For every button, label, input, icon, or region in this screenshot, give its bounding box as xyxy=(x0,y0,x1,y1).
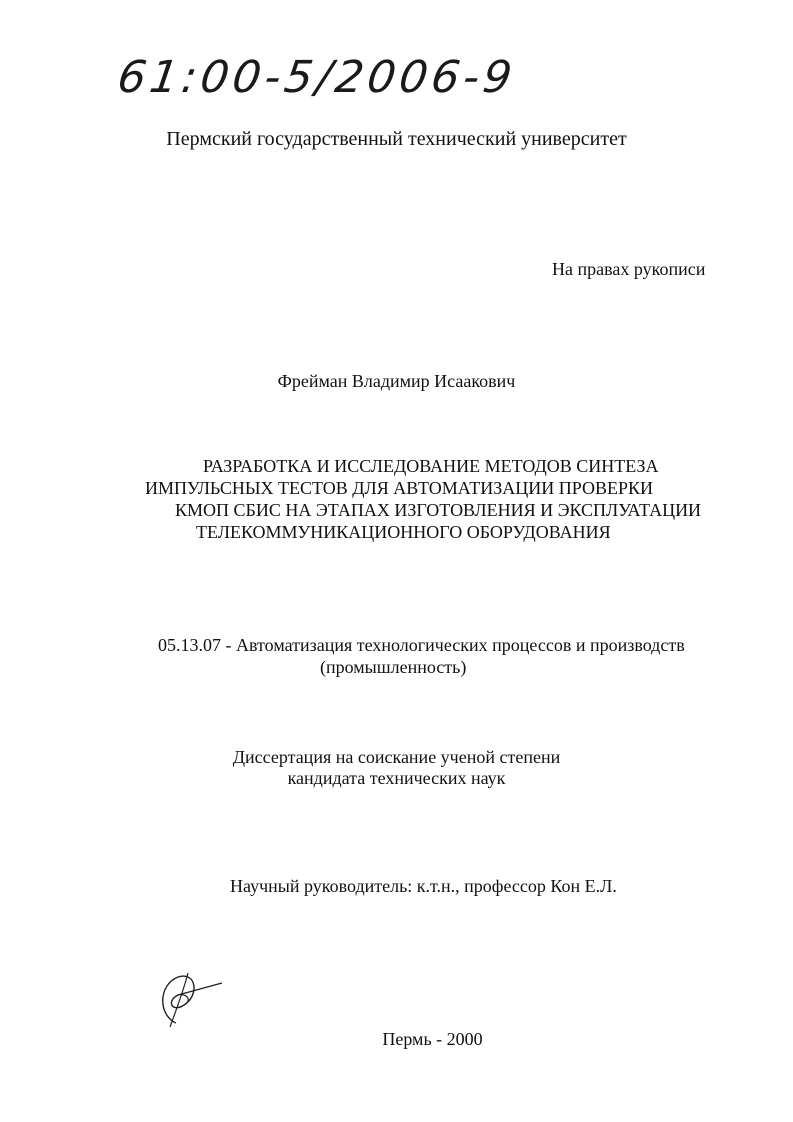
archive-mark-handwritten: 61:00-5/2006-9 xyxy=(114,52,519,103)
specialty-line-1: 05.13.07 - Автоматизация технологических процессов и производств xyxy=(158,635,685,655)
specialty-line-2: (промышленность) xyxy=(320,657,467,677)
author-name: Фрейман Владимир Исаакович xyxy=(277,371,516,391)
handwritten-signature xyxy=(148,965,238,1035)
title-line-2: ИМПУЛЬСНЫХ ТЕСТОВ ДЛЯ АВТОМАТИЗАЦИИ ПРОВЕРКИ xyxy=(145,478,653,498)
supervisor: Научный руководитель: к.т.н., профессор Кон Е.Л. xyxy=(230,876,617,896)
title-line-3: КМОП СБИС НА ЭТАПАХ ИЗГОТОВЛЕНИЯ И ЭКСПЛУАТАЦИИ xyxy=(175,500,702,520)
rights-note: На правах рукописи xyxy=(552,259,706,279)
university-name: Пермский государственный технический университет xyxy=(166,128,627,150)
city-year: Пермь - 2000 xyxy=(382,1029,483,1049)
title-line-1: РАЗРАБОТКА И ИССЛЕДОВАНИЕ МЕТОДОВ СИНТЕЗА xyxy=(203,456,659,476)
degree-line-2: кандидата технических наук xyxy=(287,768,506,788)
title-line-4: ТЕЛЕКОММУНИКАЦИОННОГО ОБОРУДОВАНИЯ xyxy=(196,522,611,542)
degree-line-1: Диссертация на соискание ученой степени xyxy=(232,747,561,767)
